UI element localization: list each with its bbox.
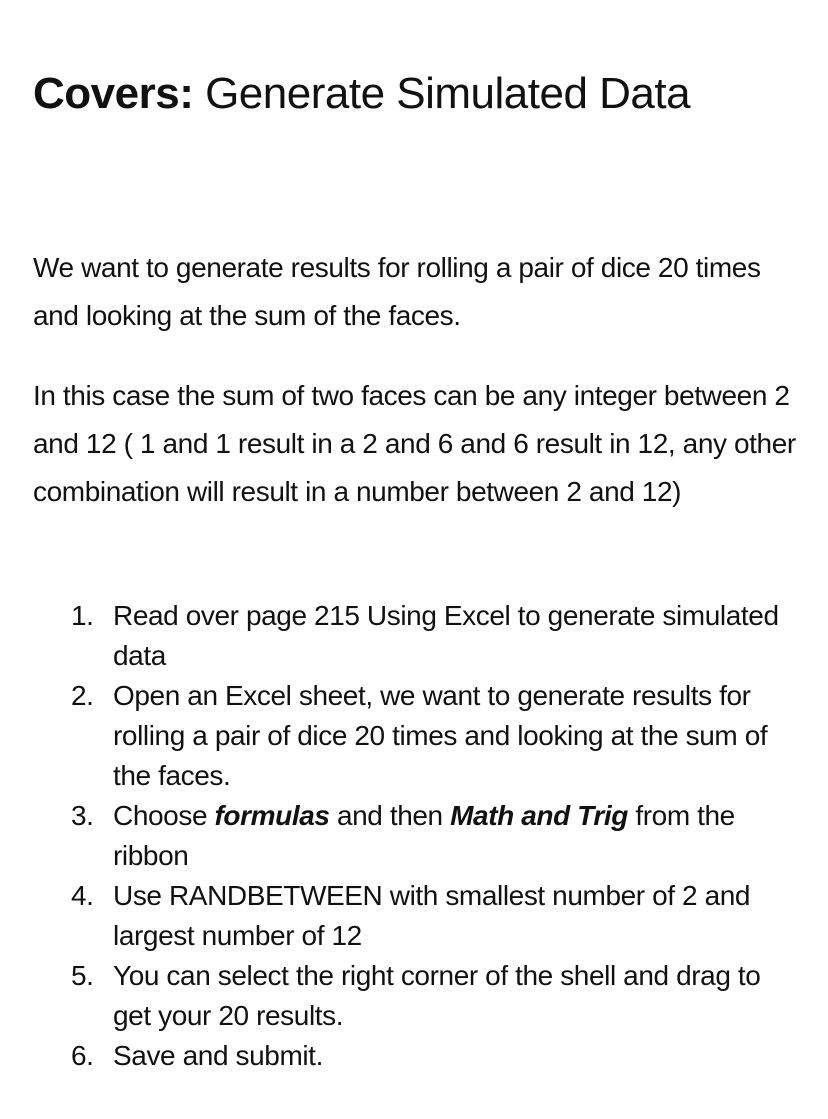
step-item bbox=[33, 956, 803, 1036]
page-title bbox=[33, 66, 690, 122]
step-number: 4. bbox=[71, 880, 94, 911]
step-text-post: from the ribbon bbox=[113, 800, 735, 871]
instruction-steps bbox=[33, 596, 803, 1076]
step-item bbox=[33, 796, 803, 876]
step-number: 1. bbox=[71, 600, 94, 631]
step-item bbox=[33, 1036, 803, 1076]
formulas-emphasis: formulas bbox=[214, 800, 330, 831]
step-text bbox=[113, 800, 735, 871]
title-label: Covers: bbox=[33, 69, 194, 118]
step-text: Open an Excel sheet, we want to generate results for rolling a pair of dice 20 times and looking at the sum of the faces. bbox=[113, 680, 768, 791]
step-text: Use RANDBETWEEN with smallest number of 2 and largest number of 12 bbox=[113, 880, 751, 951]
step-number: 5. bbox=[71, 960, 94, 991]
math-and-trig-emphasis: Math and Trig bbox=[450, 800, 628, 831]
step-text: Save and submit. bbox=[113, 1040, 323, 1071]
step-text: Read over page 215 Using Excel to generate simulated data bbox=[113, 600, 779, 671]
step-item bbox=[33, 596, 803, 676]
intro-paragraph-2: In this case the sum of two faces can be any integer between 2 and 12 ( 1 and 1 result in a 2 and 6 and 6 result in 12, any other combination will result in a number between 2 and 12) bbox=[33, 380, 796, 507]
step-text-pre: Choose bbox=[113, 800, 215, 831]
step-number: 6. bbox=[71, 1040, 94, 1071]
step-number: 3. bbox=[71, 800, 94, 831]
title-text: Generate Simulated Data bbox=[205, 69, 691, 118]
step-number: 2. bbox=[71, 680, 94, 711]
step-item bbox=[33, 676, 803, 796]
intro-paragraph-1: We want to generate results for rolling a pair of dice 20 times and looking at the sum of the faces. bbox=[33, 252, 761, 331]
step-text-mid: and then bbox=[329, 800, 451, 831]
step-item bbox=[33, 876, 803, 956]
step-text: You can select the right corner of the shell and drag to get your 20 results. bbox=[113, 960, 761, 1031]
